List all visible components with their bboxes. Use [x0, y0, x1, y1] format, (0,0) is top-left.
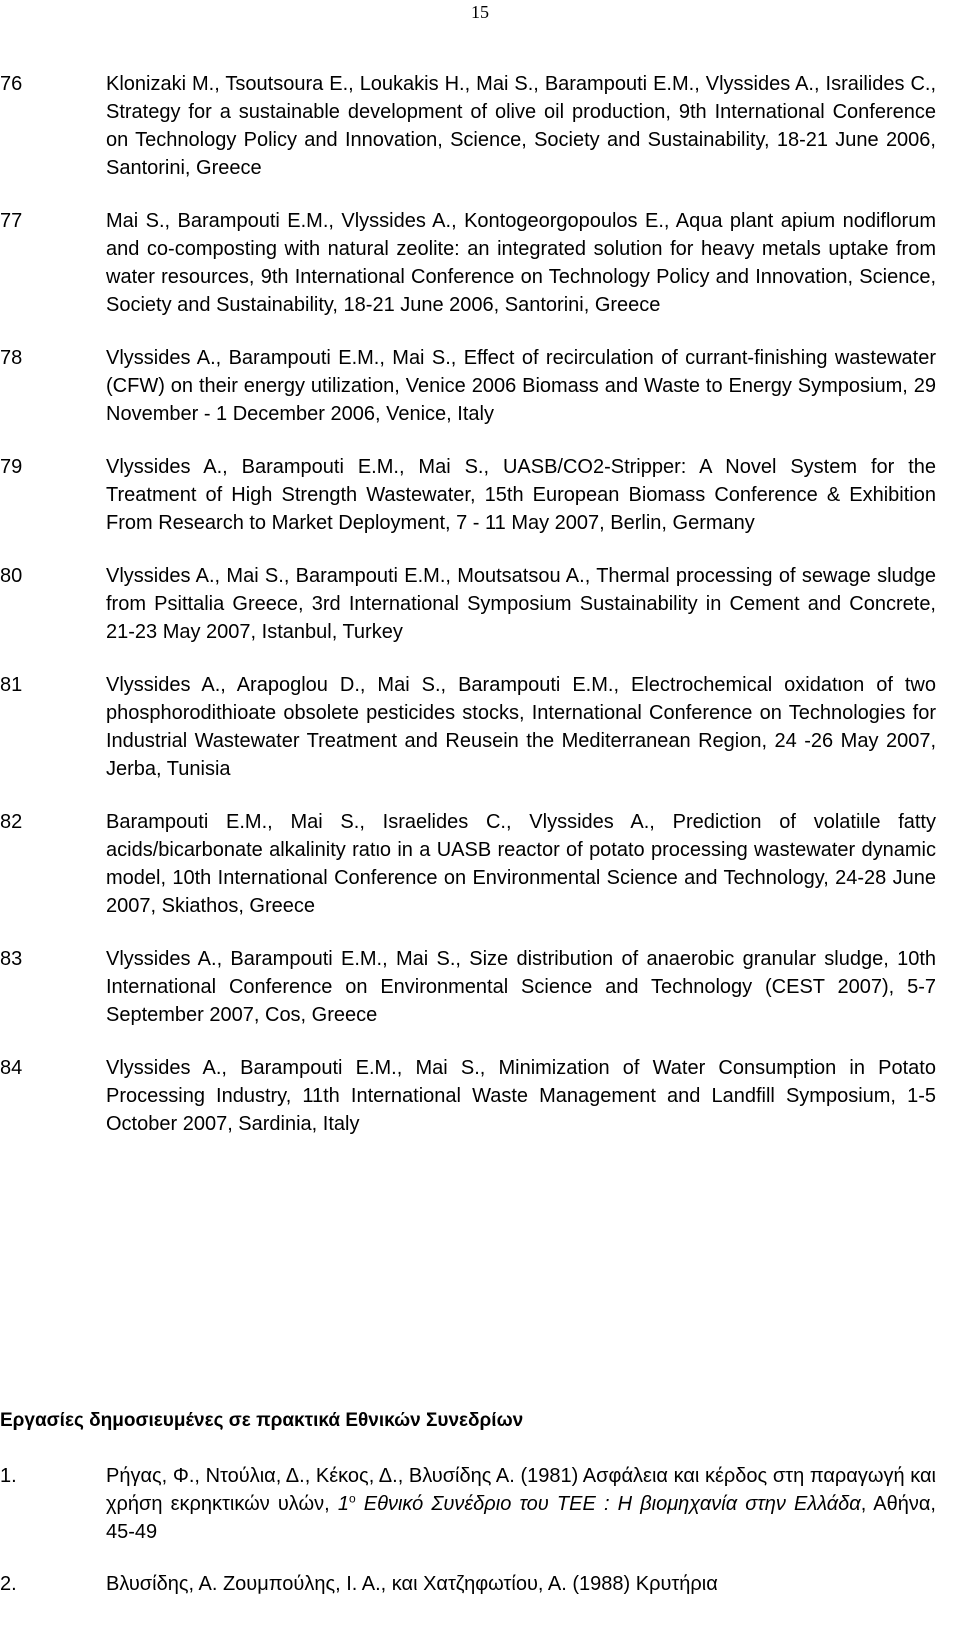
reference-number: 76: [0, 73, 23, 95]
reference-number: 2.: [0, 1573, 17, 1595]
conference-ordinal: 1: [337, 1493, 349, 1515]
reference-number: 80: [0, 565, 23, 587]
page-number: 15: [471, 2, 489, 22]
reference-number: 84: [0, 1057, 23, 1079]
reference-number: 82: [0, 811, 23, 833]
reference-item: [0, 70, 960, 182]
international-conference-references: [0, 70, 960, 1163]
conference-name: Εθνικό Συνέδριο του ΤΕΕ : Η βιομηχανία στην Ελλάδα: [355, 1493, 861, 1515]
reference-number: 78: [0, 347, 23, 369]
reference-number: 1.: [0, 1465, 17, 1487]
reference-item: [0, 207, 960, 319]
ordinal-superscript: ο: [348, 1491, 356, 1506]
reference-text: [106, 1462, 936, 1546]
reference-number: 83: [0, 948, 23, 970]
reference-text: Vlyssides A., Barampouti E.M., Mai S., Minimization of Water Consumption in Potato Processing Industry, 11th International Waste Management and Landfill Symposium, 1-5 October 2007, Sardinia, Italy: [106, 1057, 936, 1135]
reference-item: [0, 1054, 960, 1138]
reference-item: [0, 562, 960, 646]
reference-text: Vlyssides A., Mai S., Barampouti E.M., Moutsatsou A., Thermal processing of sewage sludge from Psittalia Greece, 3rd International Symposium Sustainability in Cement and Concrete, 21-23 May 2007, Istanbul, Turkey: [106, 565, 936, 643]
reference-item: [0, 808, 960, 920]
reference-text: Vlyssides A., Barampouti E.M., Mai S., Size distribution of anaerobic granular sludge, 10th International Conference on Environmental Science and Technology (CEST 2007), 5-7 September 2007, Cos, Greece: [106, 948, 936, 1026]
reference-location-pages: , Αθήνα, 45-49: [106, 1493, 936, 1543]
national-conference-references: [0, 1462, 960, 1622]
reference-authors-title: Ρήγας, Φ., Ντούλια, Δ., Κέκος, Δ., Βλυσίδης Α. (1981) Ασφάλεια και κέρδος στη παραγωγή και χρήση εκρηκτικών υλών,: [106, 1465, 936, 1515]
section-heading: Εργασίες δημοσιευμένες σε πρακτικά Εθνικών Συνεδρίων: [0, 1410, 524, 1431]
reference-item: [0, 945, 960, 1029]
reference-number: 81: [0, 674, 23, 696]
reference-text: Vlyssides A., Barampouti E.M., Mai S., Effect of recirculation of currant-finishing wastewater (CFW) on their energy utilization, Venice 2006 Biomass and Waste to Energy Symposium, 29 November - 1 December 2006, Venice, Italy: [106, 347, 936, 425]
reference-item: [0, 671, 960, 783]
reference-text: Βλυσίδης, Α. Ζουμπούλης, Ι. Α., και Χατζηφωτίου, Α. (1988) Κρυτήρια: [106, 1573, 718, 1595]
reference-text: Barampouti E.M., Mai S., Israelides C., Vlyssides A., Prediction of volatiιle fatty acids/bicarbonate alkalinity ratιo in a UASB reactor of potato processing wastewater dynamic model, 10th International Conference on Environmental Science and Technology, 24-28 June 2007, Skiathos, Greece: [106, 811, 936, 917]
reference-item: [0, 453, 960, 537]
reference-text: Klonizaki M., Tsoutsoura E., Loukakis H., Mai S., Barampouti E.M., Vlyssides A., Israilides C., Strategy for a sustainable development of olive oil production, 9th International Conference on Technology Policy and Innovation, Science, Society and Sustainability, 18-21 June 2006, Santorini, Greece: [106, 73, 936, 179]
greek-reference-item: [0, 1570, 960, 1598]
reference-text: Mai S., Barampouti E.M., Vlyssides A., Kontogeorgopoulos E., Aqua plant apium nodiflorum and co-composting with natural zeolite: an integrated solution for heavy metals uptake from water resources, 9th International Conference on Technology Policy and Innovation, Science, Society and Sustainability, 18-21 June 2006, Santorini, Greece: [106, 210, 936, 316]
reference-item: [0, 344, 960, 428]
reference-number: 79: [0, 456, 23, 478]
reference-text: Vlyssides A., Arapoglou D., Mai S., Barampouti E.M., Electrochemical oxidatιon of two phosphorodithioate obsolete pesticides stocks, International Conference on Technologies for Industrial Wastewater Treatment and Reusein the Mediterranean Region, 24 -26 May 2007, Jerba, Tunisia: [106, 674, 936, 780]
greek-reference-item: [0, 1462, 960, 1546]
reference-number: 77: [0, 210, 23, 232]
reference-text: Vlyssides A., Barampouti E.M., Mai S., UASB/CO2-Stripper: A Novel System for the Treatment of High Strength Wastewater, 15th European Biomass Conference & Exhibition From Research to Market Deployment, 7 - 11 May 2007, Berlin, Germany: [106, 456, 936, 534]
